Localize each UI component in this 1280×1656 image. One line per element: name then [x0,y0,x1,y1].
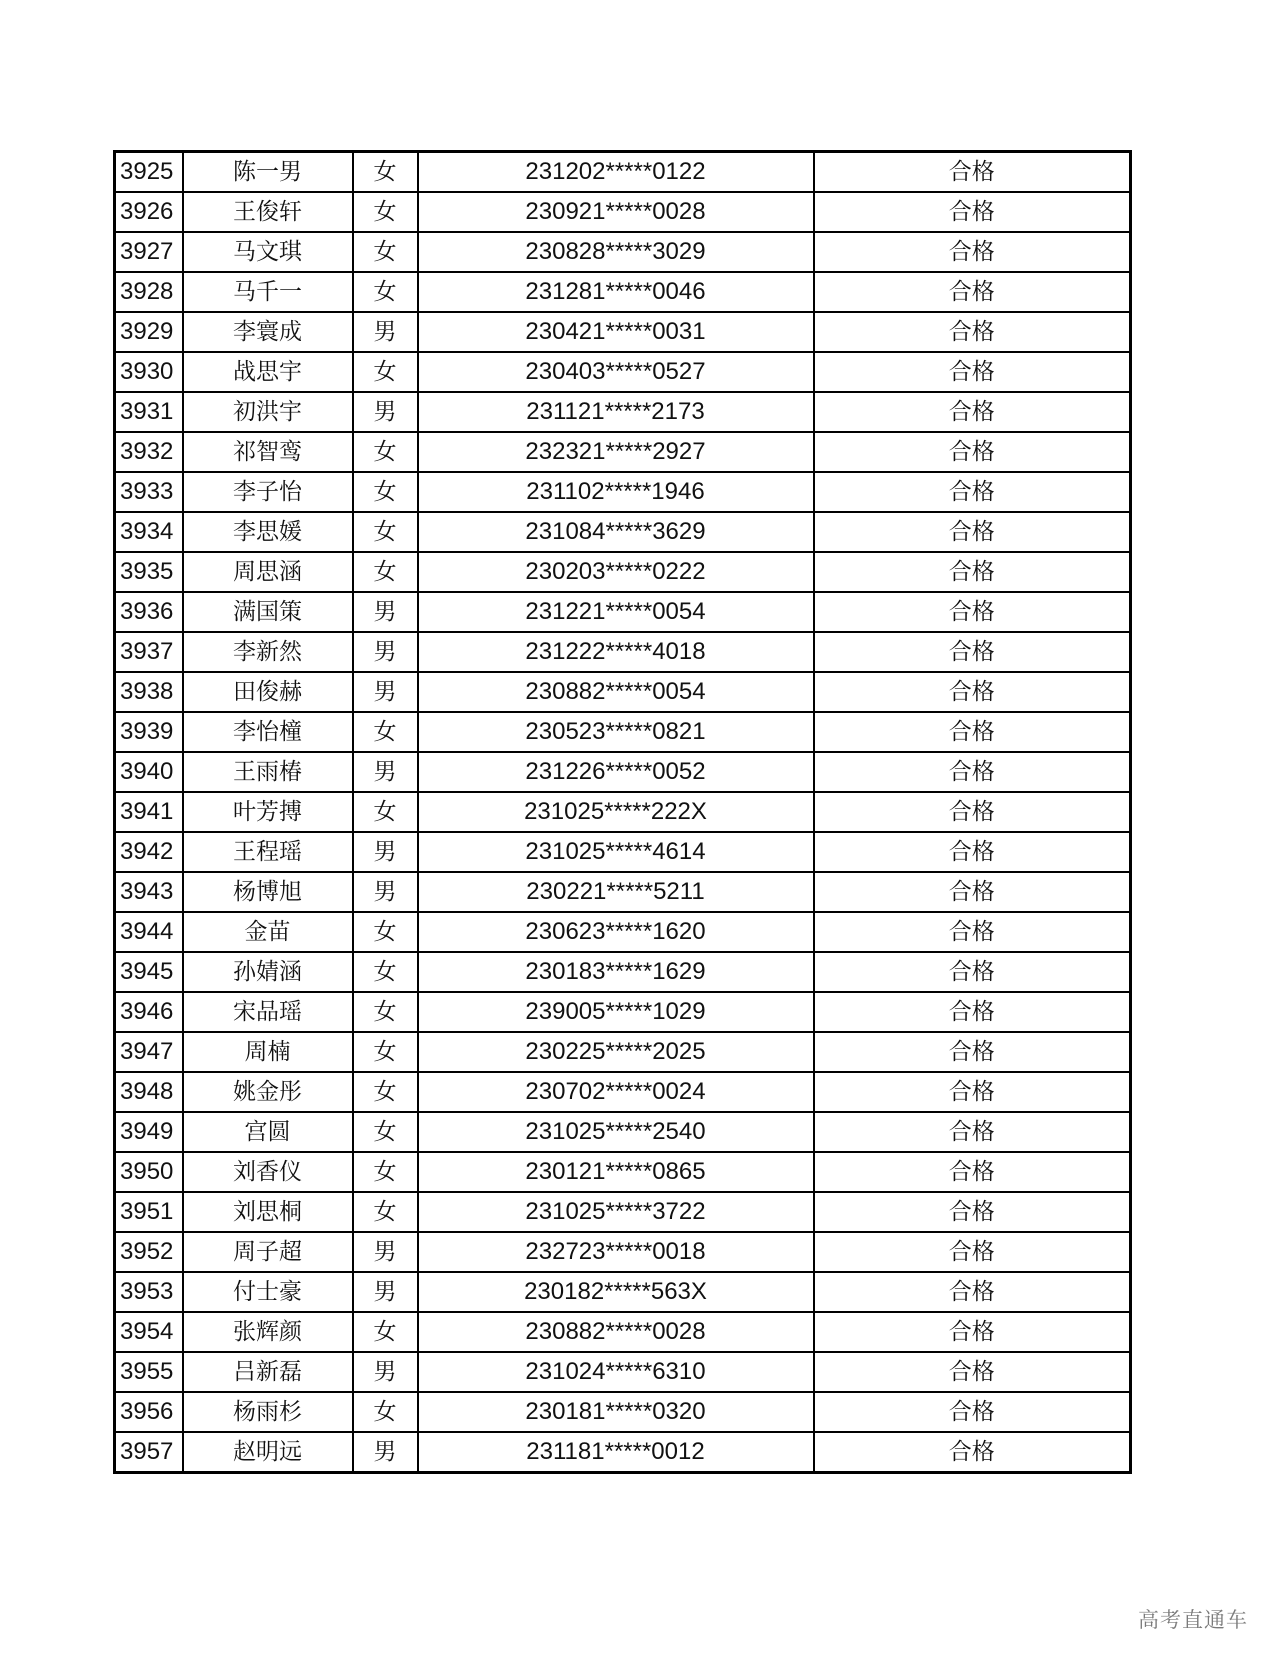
candidate-id-number: 230421*****0031 [418,312,814,352]
candidate-gender: 女 [353,912,418,952]
table-row [115,1192,1131,1232]
candidate-gender: 男 [353,672,418,712]
candidate-gender: 男 [353,752,418,792]
row-number: 3938 [115,672,183,712]
row-number: 3950 [115,1152,183,1192]
candidate-name: 李怡橦 [183,712,353,752]
exam-result: 合格 [814,232,1131,272]
table-row [115,312,1131,352]
candidate-name: 吕新磊 [183,1352,353,1392]
candidate-id-number: 230403*****0527 [418,352,814,392]
candidate-id-number: 230121*****0865 [418,1152,814,1192]
candidate-name: 陈一男 [183,152,353,193]
row-number: 3951 [115,1192,183,1232]
candidate-name: 杨博旭 [183,872,353,912]
candidate-name: 杨雨杉 [183,1392,353,1432]
candidate-id-number: 231281*****0046 [418,272,814,312]
candidate-id-number: 231025*****4614 [418,832,814,872]
table-row [115,1392,1131,1432]
candidate-name: 田俊赫 [183,672,353,712]
row-number: 3955 [115,1352,183,1392]
candidate-id-number: 230882*****0028 [418,1312,814,1352]
candidate-gender: 女 [353,712,418,752]
row-number: 3934 [115,512,183,552]
table-row [115,712,1131,752]
table-row [115,1032,1131,1072]
exam-result: 合格 [814,992,1131,1032]
exam-result: 合格 [814,472,1131,512]
candidate-gender: 女 [353,472,418,512]
exam-result: 合格 [814,1272,1131,1312]
table-row [115,992,1131,1032]
exam-result: 合格 [814,592,1131,632]
table-row [115,1232,1131,1272]
row-number: 3932 [115,432,183,472]
candidate-id-number: 231102*****1946 [418,472,814,512]
candidate-name: 战思宇 [183,352,353,392]
candidate-id-number: 230921*****0028 [418,192,814,232]
candidate-gender: 女 [353,1192,418,1232]
table-row [115,272,1131,312]
candidate-name: 周楠 [183,1032,353,1072]
row-number: 3949 [115,1112,183,1152]
candidate-id-number: 230828*****3029 [418,232,814,272]
table-row [115,392,1131,432]
candidate-name: 李新然 [183,632,353,672]
row-number: 3935 [115,552,183,592]
table-row [115,952,1131,992]
row-number: 3944 [115,912,183,952]
candidate-id-number: 231221*****0054 [418,592,814,632]
candidate-gender: 男 [353,392,418,432]
candidate-gender: 男 [353,1432,418,1473]
candidate-gender: 女 [353,232,418,272]
candidate-name: 祁智鸾 [183,432,353,472]
exam-result: 合格 [814,1392,1131,1432]
exam-result: 合格 [814,632,1131,672]
row-number: 3956 [115,1392,183,1432]
exam-result: 合格 [814,1192,1131,1232]
candidate-name: 王雨椿 [183,752,353,792]
table-row [115,152,1131,193]
exam-result: 合格 [814,152,1131,193]
candidate-gender: 女 [353,1072,418,1112]
candidate-name: 赵明远 [183,1432,353,1473]
table-row [115,832,1131,872]
table-row [115,1272,1131,1312]
candidate-id-number: 231025*****2540 [418,1112,814,1152]
candidate-name: 姚金彤 [183,1072,353,1112]
candidate-gender: 男 [353,1232,418,1272]
candidate-gender: 男 [353,832,418,872]
table-row [115,1072,1131,1112]
table-row [115,792,1131,832]
exam-result: 合格 [814,672,1131,712]
row-number: 3957 [115,1432,183,1473]
candidate-id-number: 231202*****0122 [418,152,814,193]
exam-result: 合格 [814,1312,1131,1352]
candidate-id-number: 239005*****1029 [418,992,814,1032]
exam-result: 合格 [814,392,1131,432]
row-number: 3926 [115,192,183,232]
table-row [115,1432,1131,1473]
candidate-gender: 女 [353,512,418,552]
row-number: 3942 [115,832,183,872]
row-number: 3937 [115,632,183,672]
exam-result: 合格 [814,1232,1131,1272]
exam-result: 合格 [814,512,1131,552]
candidate-name: 周子超 [183,1232,353,1272]
candidate-gender: 男 [353,632,418,672]
candidate-name: 马千一 [183,272,353,312]
exam-result: 合格 [814,272,1131,312]
table-row [115,672,1131,712]
table-row [115,512,1131,552]
candidate-id-number: 231226*****0052 [418,752,814,792]
candidate-name: 张辉颜 [183,1312,353,1352]
row-number: 3952 [115,1232,183,1272]
candidate-gender: 男 [353,1272,418,1312]
candidate-id-number: 232723*****0018 [418,1232,814,1272]
exam-result: 合格 [814,192,1131,232]
exam-result: 合格 [814,552,1131,592]
exam-result: 合格 [814,352,1131,392]
candidate-gender: 男 [353,592,418,632]
candidate-id-number: 231084*****3629 [418,512,814,552]
exam-result: 合格 [814,912,1131,952]
candidate-gender: 女 [353,1032,418,1072]
row-number: 3941 [115,792,183,832]
candidate-gender: 女 [353,432,418,472]
candidate-id-number: 230182*****563X [418,1272,814,1312]
row-number: 3940 [115,752,183,792]
candidate-id-number: 231025*****3722 [418,1192,814,1232]
row-number: 3929 [115,312,183,352]
candidate-id-number: 231121*****2173 [418,392,814,432]
results-table-body [115,152,1131,1473]
table-row [115,352,1131,392]
row-number: 3936 [115,592,183,632]
row-number: 3931 [115,392,183,432]
candidate-gender: 女 [353,192,418,232]
candidate-name: 马文琪 [183,232,353,272]
watermark-text: 高考直通车 [1138,1608,1248,1632]
table-row [115,432,1131,472]
row-number: 3948 [115,1072,183,1112]
candidate-gender: 女 [353,552,418,592]
candidate-name: 李思媛 [183,512,353,552]
exam-result: 合格 [814,712,1131,752]
candidate-gender: 男 [353,1352,418,1392]
candidate-id-number: 230523*****0821 [418,712,814,752]
results-table [113,150,1132,1474]
exam-result: 合格 [814,1032,1131,1072]
exam-result: 合格 [814,312,1131,352]
candidate-name: 付士豪 [183,1272,353,1312]
candidate-name: 叶芳搏 [183,792,353,832]
candidate-name: 孙婧涵 [183,952,353,992]
table-row [115,872,1131,912]
candidate-id-number: 231025*****222X [418,792,814,832]
candidate-id-number: 231181*****0012 [418,1432,814,1473]
candidate-name: 周思涵 [183,552,353,592]
candidate-id-number: 230203*****0222 [418,552,814,592]
candidate-id-number: 230181*****0320 [418,1392,814,1432]
candidate-id-number: 230225*****2025 [418,1032,814,1072]
exam-result: 合格 [814,432,1131,472]
candidate-name: 刘思桐 [183,1192,353,1232]
candidate-name: 宫圆 [183,1112,353,1152]
candidate-gender: 女 [353,152,418,193]
candidate-id-number: 230623*****1620 [418,912,814,952]
exam-result: 合格 [814,872,1131,912]
candidate-id-number: 231024*****6310 [418,1352,814,1392]
candidate-gender: 女 [353,992,418,1032]
candidate-name: 初洪宇 [183,392,353,432]
row-number: 3927 [115,232,183,272]
table-row [115,192,1131,232]
exam-result: 合格 [814,832,1131,872]
candidate-id-number: 230221*****5211 [418,872,814,912]
table-row [115,912,1131,952]
row-number: 3953 [115,1272,183,1312]
table-row [115,592,1131,632]
candidate-gender: 男 [353,312,418,352]
candidate-name: 宋品瑶 [183,992,353,1032]
row-number: 3945 [115,952,183,992]
table-row [115,1312,1131,1352]
row-number: 3933 [115,472,183,512]
candidate-name: 金苗 [183,912,353,952]
candidate-id-number: 231222*****4018 [418,632,814,672]
candidate-name: 满国策 [183,592,353,632]
table-row [115,632,1131,672]
exam-result: 合格 [814,1152,1131,1192]
exam-result: 合格 [814,1432,1131,1473]
candidate-id-number: 230702*****0024 [418,1072,814,1112]
exam-result: 合格 [814,1072,1131,1112]
row-number: 3930 [115,352,183,392]
candidate-name: 王俊轩 [183,192,353,232]
exam-result: 合格 [814,752,1131,792]
candidate-id-number: 230183*****1629 [418,952,814,992]
candidate-gender: 女 [353,1152,418,1192]
candidate-gender: 女 [353,792,418,832]
table-row [115,1152,1131,1192]
candidate-gender: 女 [353,1392,418,1432]
row-number: 3954 [115,1312,183,1352]
table-row [115,472,1131,512]
exam-result: 合格 [814,952,1131,992]
row-number: 3925 [115,152,183,193]
table-row [115,552,1131,592]
candidate-gender: 女 [353,272,418,312]
candidate-name: 李子怡 [183,472,353,512]
row-number: 3946 [115,992,183,1032]
row-number: 3943 [115,872,183,912]
candidate-id-number: 230882*****0054 [418,672,814,712]
candidate-name: 王程瑶 [183,832,353,872]
exam-result: 合格 [814,792,1131,832]
candidate-gender: 女 [353,1112,418,1152]
table-row [115,1112,1131,1152]
table-row [115,752,1131,792]
table-row [115,1352,1131,1392]
candidate-id-number: 232321*****2927 [418,432,814,472]
candidate-name: 刘香仪 [183,1152,353,1192]
candidate-name: 李寰成 [183,312,353,352]
exam-result: 合格 [814,1112,1131,1152]
candidate-gender: 女 [353,1312,418,1352]
table-row [115,232,1131,272]
exam-result: 合格 [814,1352,1131,1392]
row-number: 3928 [115,272,183,312]
row-number: 3947 [115,1032,183,1072]
candidate-gender: 女 [353,952,418,992]
row-number: 3939 [115,712,183,752]
candidate-gender: 男 [353,872,418,912]
candidate-gender: 女 [353,352,418,392]
